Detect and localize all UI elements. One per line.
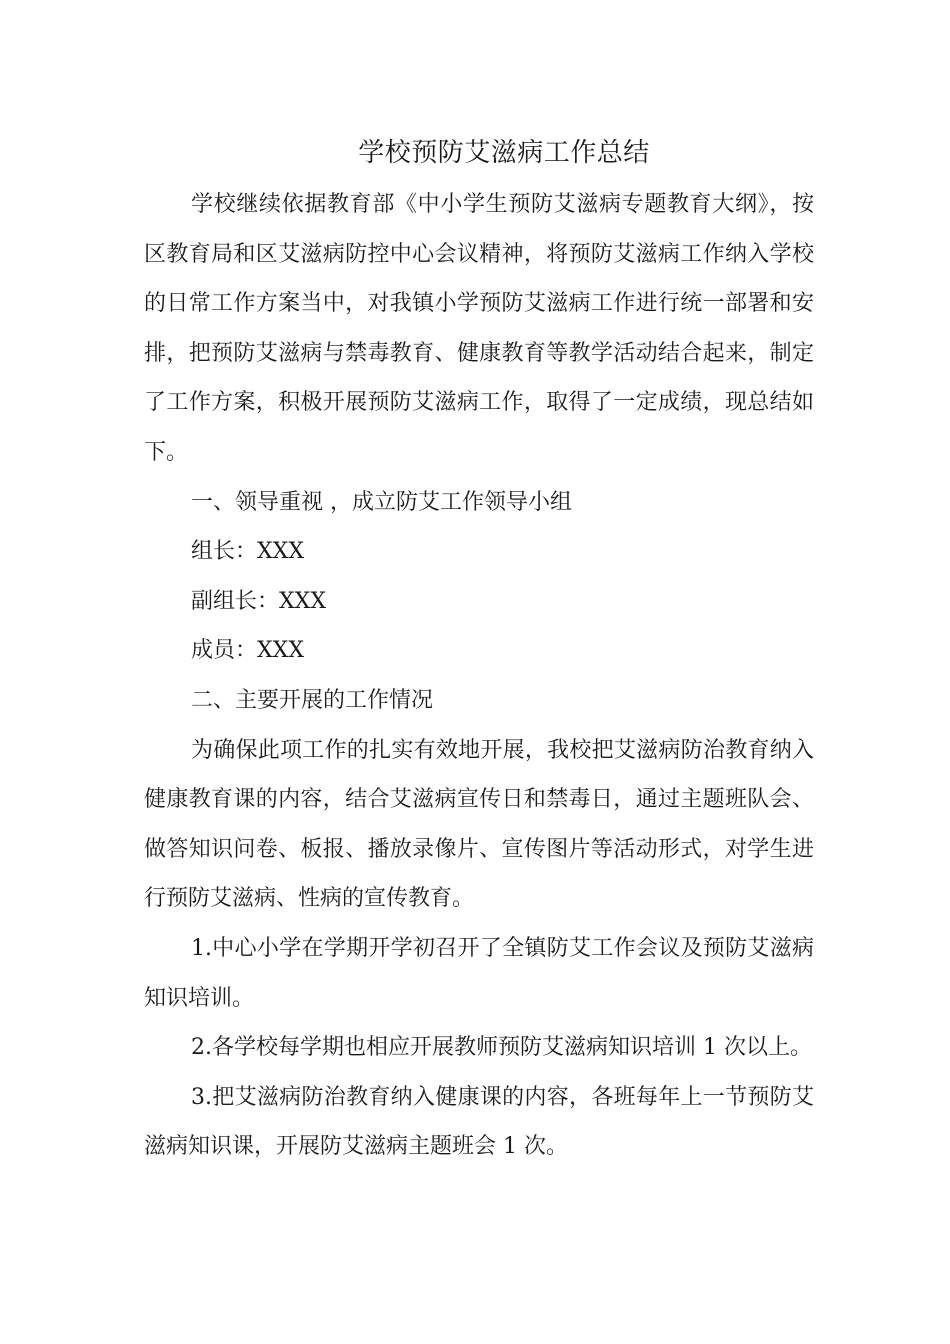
members-line: 成员：XXX xyxy=(191,638,304,664)
list-item-3: 3.把艾滋病防治教育纳入健康课的内容，各班每年上一节预防艾滋病知识课，开展防艾滋病主题班会 1 次。 xyxy=(144,1084,814,1160)
paragraph-intro: 学校继续依据教育部《中小学生预防艾滋病专题教育大纲》，按区教育局和区艾滋病防控中心会议精神，将预防艾滋病工作纳入学校的日常工作方案当中，对我镇小学预防艾滋病工作进行统一部署和安排，把预防艾滋病与禁毒教育、健康教育等教学活动结合起来，制定了工作方案，积极开展预防艾滋病工作，取得了一定成绩，现总结如下。 xyxy=(144,192,814,465)
list-item-2: 2.各学校每学期也相应开展教师预防艾滋病知识培训 1 次以上。 xyxy=(191,1035,812,1061)
section-heading-leadership: 一、领导重视 ，成立防艾工作领导小组 xyxy=(191,489,572,515)
team-leader-line: 组长：XXX xyxy=(191,539,304,565)
paragraph-work-overview: 为确保此项工作的扎实有效地开展，我校把艾滋病防治教育纳入健康教育课的内容，结合艾滋病宣传日和禁毒日，通过主题班队会、做答知识问卷、板报、播放录像片、宣传图片等活动形式，对学生进行预防艾滋病、性病的宣传教育。 xyxy=(144,737,814,912)
list-item-1: 1.中心小学在学期开学初召开了全镇防艾工作会议及预防艾滋病知识培训。 xyxy=(144,935,814,1011)
document-title: 学校预防艾滋病工作总结 xyxy=(358,138,650,168)
section-heading-work: 二、主要开展的工作情况 xyxy=(191,687,434,713)
document-body xyxy=(144,180,814,1172)
deputy-leader-line: 副组长：XXX xyxy=(191,588,326,614)
